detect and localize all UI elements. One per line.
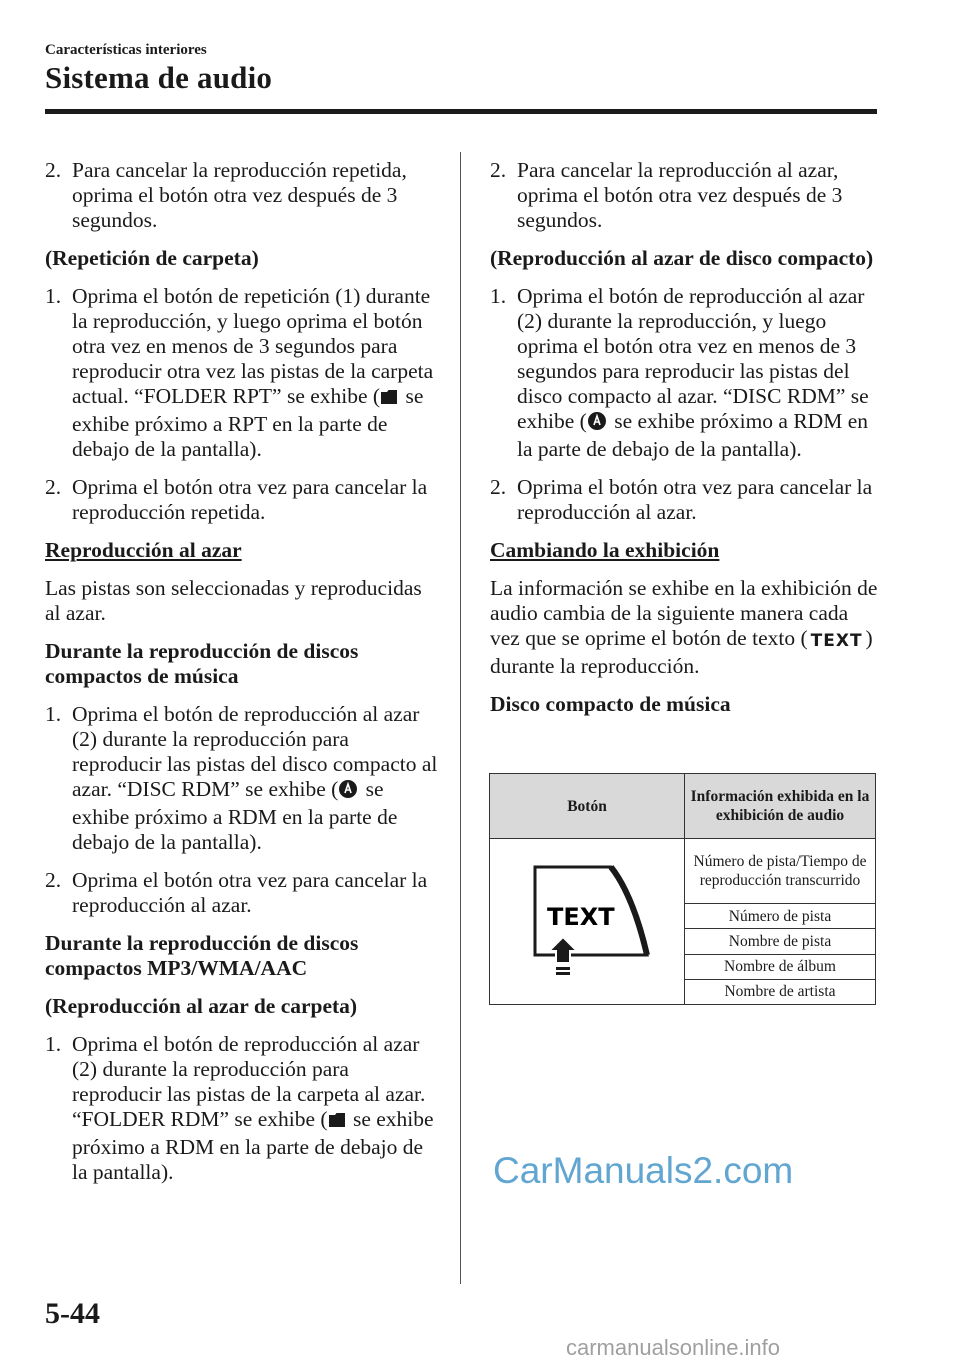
text-button-icon xyxy=(497,839,677,999)
subheading-folder-random: (Reproducción al azar de carpeta) xyxy=(45,994,358,1018)
table-header-info: Información exhibida en la exhibición de audio xyxy=(685,774,876,839)
subheading-mp3: Durante la reproducción de discos compactos MP3/WMA/AAC xyxy=(45,931,359,980)
item-text: Oprima el botón de reproducción al azar (2) durante la reproducción para reproducir las pistas de la carpeta al azar. “FOLDER RDM” se exhibe ( xyxy=(72,1032,426,1131)
page-number: 5-44 xyxy=(45,1297,100,1330)
subheading-folder-repeat: (Repetición de carpeta) xyxy=(45,246,259,270)
folder-icon xyxy=(380,387,398,412)
display-text: La información se exhibe en la exhibición de audio cambia de la siguiente manera cada vez que se oprime el botón de texto ( xyxy=(490,576,878,650)
disc-random-icon xyxy=(587,411,607,437)
section-heading-random: Reproducción al azar xyxy=(45,538,242,562)
item-text: Para cancelar la reproducción repetida, oprima el botón otra vez después de 3 segundos. xyxy=(72,158,407,232)
text-key-label: TEXT xyxy=(810,631,863,651)
item-text: Oprima el botón de reproducción al azar (2) durante la reproducción, y luego oprima el botón otra vez en menos de 3 segundos para reproducir las pistas del disco compacto al azar. “DISC RDM” se exhibe ( xyxy=(517,284,869,433)
table-row xyxy=(490,839,876,904)
item-number: 1. xyxy=(45,702,62,726)
subheading-music-cd-table: Disco compacto de música xyxy=(490,692,731,716)
text-button-label: TEXT xyxy=(547,903,615,931)
table-cell: Nombre de pista xyxy=(685,929,876,954)
list-item xyxy=(45,868,440,918)
list-item xyxy=(45,702,440,855)
table-cell: Nombre de álbum xyxy=(685,954,876,979)
item-number: 1. xyxy=(45,1032,62,1056)
page-title: Sistema de audio xyxy=(45,60,273,95)
item-text: Oprima el botón otra vez para cancelar la reproducción al azar. xyxy=(72,868,428,917)
subheading-disc-random: (Reproducción al azar de disco compacto) xyxy=(490,246,874,270)
list-item xyxy=(45,475,440,525)
list-item xyxy=(490,284,878,462)
item-number: 2. xyxy=(45,158,62,182)
subheading-music-cd: Durante la reproducción de discos compactos de música xyxy=(45,639,359,688)
text-button-illustration xyxy=(490,839,685,1005)
right-column xyxy=(490,158,878,730)
table-cell: Número de pista/Tiempo de reproducción transcurrido xyxy=(685,839,876,904)
item-text-cont: se exhibe próximo a RPT en la parte de debajo de la pantalla). xyxy=(72,384,424,461)
display-info-table xyxy=(489,773,876,1005)
column-divider xyxy=(460,152,461,1284)
list-item xyxy=(45,158,440,233)
item-text-cont: se exhibe próximo a RDM en la parte de debajo de la pantalla). xyxy=(517,409,868,461)
table-header-button: Botón xyxy=(490,774,685,839)
item-number: 2. xyxy=(490,475,507,499)
item-text: Oprima el botón otra vez para cancelar la reproducción al azar. xyxy=(517,475,873,524)
left-column xyxy=(45,158,440,1198)
list-item xyxy=(45,1032,440,1185)
section-heading-display: Cambiando la exhibición xyxy=(490,538,720,562)
item-number: 1. xyxy=(490,284,507,308)
disc-random-icon xyxy=(338,779,358,805)
display-intro xyxy=(490,576,878,679)
item-text: Oprima el botón de reproducción al azar (2) durante la reproducción para reproducir las pistas del disco compacto al azar. “DISC RDM” se exhibe ( xyxy=(72,702,438,801)
item-number: 2. xyxy=(45,475,62,499)
watermark-carmanuals: CarManuals2.com xyxy=(493,1150,794,1191)
random-intro: Las pistas son seleccionadas y reproducidas al azar. xyxy=(45,576,422,625)
item-text-cont: se exhibe próximo a RDM en la parte de debajo de la pantalla). xyxy=(72,777,398,854)
list-item xyxy=(490,158,878,233)
item-text: Oprima el botón otra vez para cancelar la reproducción repetida. xyxy=(72,475,428,524)
display-text-cont: ) durante la reproducción. xyxy=(490,626,873,678)
watermark-site: carmanualsonline.info xyxy=(566,1335,781,1360)
item-number: 2. xyxy=(45,868,62,892)
list-item xyxy=(490,475,878,525)
item-text: Oprima el botón de repetición (1) durante la reproducción, y luego oprima el botón otra vez en menos de 3 segundos para reproducir otra vez las pistas de la carpeta actual. “FOLDER RPT” se exhibe ( xyxy=(72,284,434,408)
table-cell: Nombre de artista xyxy=(685,979,876,1004)
folder-icon xyxy=(328,1110,346,1135)
list-item xyxy=(45,284,440,462)
section-label: Características interiores xyxy=(45,42,207,58)
item-number: 1. xyxy=(45,284,62,308)
item-text-cont: se exhibe próximo a RDM en la parte de debajo de la pantalla). xyxy=(72,1107,434,1184)
header-rule xyxy=(45,109,877,114)
table-cell: Número de pista xyxy=(685,904,876,929)
item-text: Para cancelar la reproducción al azar, oprima el botón otra vez después de 3 segundos. xyxy=(517,158,843,232)
item-number: 2. xyxy=(490,158,507,182)
